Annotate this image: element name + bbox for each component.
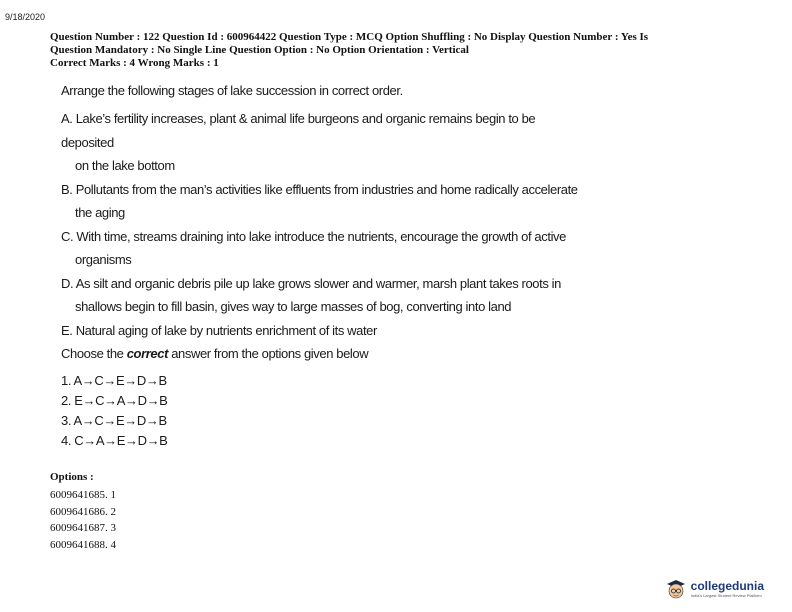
answer-choices	[61, 371, 167, 451]
statement-a	[61, 107, 581, 178]
statement-d	[61, 272, 581, 319]
question-metadata	[50, 31, 750, 70]
print-date: 9/18/2020	[5, 12, 46, 22]
marks-line: Correct Marks : 4 Wrong Marks : 1	[50, 57, 219, 69]
instruction-emphasis: correct	[126, 346, 168, 361]
statement-line: B. Pollutants from the man’s activities like effluents from industries and home radically accelerate	[61, 181, 578, 197]
answer-choice-2: 2. E→C→A→D→B	[61, 393, 168, 408]
statement-e	[61, 319, 581, 343]
collegedunia-logo	[665, 578, 764, 600]
metadata-line-2: Question Mandatory : No Single Line Question Option : No Option Orientation : Vertical	[50, 44, 469, 56]
logo-brand: collegedunia	[690, 578, 764, 593]
instruction-line	[61, 342, 581, 366]
statement-line: D. As silt and organic debris pile up lake grows slower and warmer, marsh plant takes roots in	[61, 275, 561, 291]
mascot-icon	[665, 578, 687, 600]
statement-c	[61, 225, 581, 272]
instruction-pre: Choose the	[61, 346, 127, 361]
question-stem: Arrange the following stages of lake succession in correct order.	[61, 83, 403, 98]
metadata-line-1: Question Number : 122 Question Id : 600964422 Question Type : MCQ Option Shuffling : No Display Question Number : Yes Is	[50, 31, 649, 43]
answer-choice-4: 4. C→A→E→D→B	[61, 433, 168, 448]
answer-choice-3: 3. A→C→E→D→B	[61, 413, 167, 428]
answer-choice-1: 1. A→C→E→D→B	[61, 373, 167, 388]
statement-line: C. With time, streams draining into lake introduce the nutrients, encourage the growth of active	[61, 228, 566, 244]
option-id-row: 6009641685. 1	[50, 489, 116, 501]
logo-tagline: India's Largest Student Review Platform	[690, 592, 762, 598]
statement-continuation: organisms	[75, 252, 132, 267]
options-heading: Options :	[50, 471, 94, 483]
question-body	[61, 83, 581, 366]
statement-b	[61, 178, 581, 225]
option-id-row: 6009641688. 4	[50, 538, 116, 551]
statement-continuation: on the lake bottom	[75, 158, 175, 173]
statement-line: A. Lake’s fertility increases, plant & animal life burgeons and organic remains begin to be deposited	[61, 111, 536, 150]
statement-continuation: shallows begin to fill basin, gives way to large masses of bog, converting into land	[75, 299, 512, 314]
option-ids	[50, 471, 116, 553]
option-id-row: 6009641686. 2	[50, 505, 116, 518]
option-id-row: 6009641687. 3	[50, 522, 116, 534]
instruction-post: answer from the options given below	[168, 346, 369, 361]
statement-line: E. Natural aging of lake by nutrients enrichment of its water	[61, 322, 377, 338]
statement-continuation: the aging	[75, 205, 125, 220]
